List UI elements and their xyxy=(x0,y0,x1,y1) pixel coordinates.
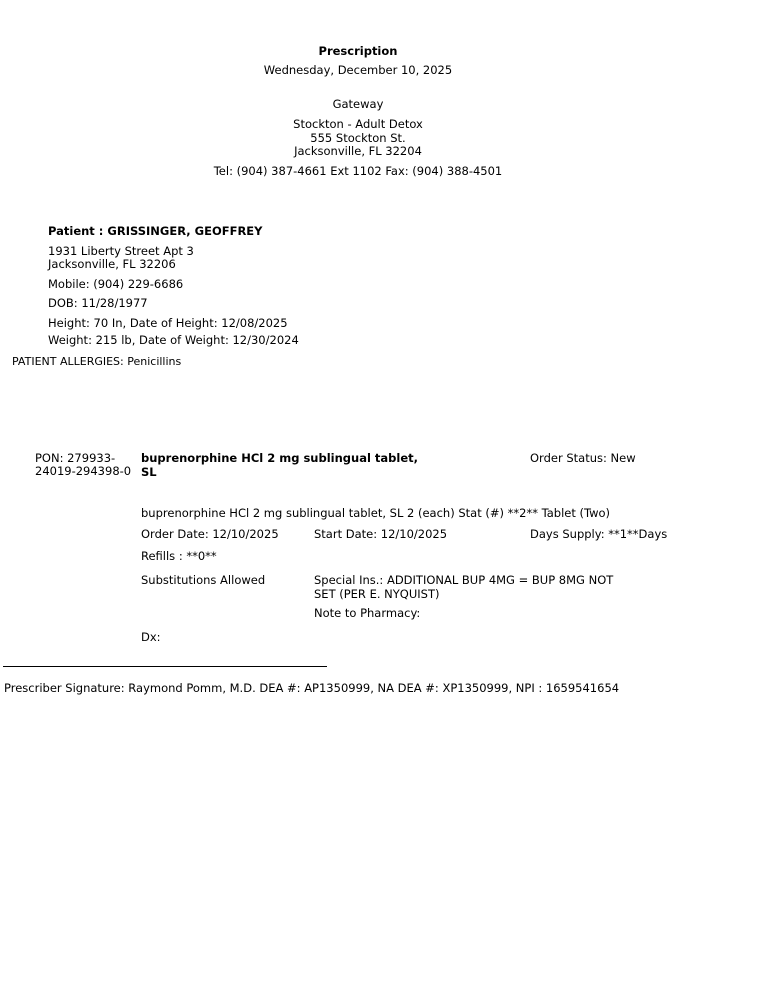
pon-number-line2: 24019-294398-0 xyxy=(35,464,132,478)
diagnosis: Dx: xyxy=(141,630,161,644)
patient-name: Patient : GRISSINGER, GEOFFREY xyxy=(48,224,263,238)
patient-street: 1931 Liberty Street Apt 3 xyxy=(48,244,194,258)
facility-city: Jacksonville, FL 32204 xyxy=(294,144,422,158)
refills: Refills : **0** xyxy=(141,549,217,563)
start-date: Start Date: 12/10/2025 xyxy=(314,527,448,541)
sig-instructions: buprenorphine HCl 2 mg sublingual tablet, SL 2 (each) Stat (#) **2** Tablet (Two) xyxy=(141,506,611,520)
facility-street: 555 Stockton St. xyxy=(310,131,406,145)
pon-number-line1: PON: 279933- xyxy=(35,451,116,465)
prescriber-signature: Prescriber Signature: Raymond Pomm, M.D. DEA #: AP1350999, NA DEA #: XP1350999, NPI : 1659541654 xyxy=(4,681,620,695)
facility-name: Stockton - Adult Detox xyxy=(293,117,423,131)
drug-title: buprenorphine HCl 2 mg sublingual tablet, SL xyxy=(141,451,419,479)
patient-mobile: Mobile: (904) 229-6686 xyxy=(48,277,184,291)
signature-rule xyxy=(3,666,327,667)
order-date: Order Date: 12/10/2025 xyxy=(141,527,279,541)
special-instructions: Special Ins.: ADDITIONAL BUP 4MG = BUP 8MG NOT SET (PER E. NYQUIST) xyxy=(314,573,614,601)
organization-name: Gateway xyxy=(332,97,384,111)
order-status: Order Status: New xyxy=(530,451,636,465)
facility-phone: Tel: (904) 387-4661 Ext 1102 Fax: (904) 388-4501 xyxy=(213,164,503,178)
page-title: Prescription xyxy=(318,44,398,58)
note-to-pharmacy: Note to Pharmacy: xyxy=(314,606,421,620)
patient-city: Jacksonville, FL 32206 xyxy=(48,257,176,271)
patient-weight: Weight: 215 lb, Date of Weight: 12/30/2024 xyxy=(48,333,299,347)
prescription-date: Wednesday, December 10, 2025 xyxy=(263,63,453,77)
patient-dob: DOB: 11/28/1977 xyxy=(48,296,148,310)
substitutions: Substitutions Allowed xyxy=(141,573,266,587)
days-supply: Days Supply: **1**Days xyxy=(530,527,668,541)
patient-allergies: PATIENT ALLERGIES: Penicillins xyxy=(12,355,182,368)
patient-height: Height: 70 In, Date of Height: 12/08/2025 xyxy=(48,316,288,330)
